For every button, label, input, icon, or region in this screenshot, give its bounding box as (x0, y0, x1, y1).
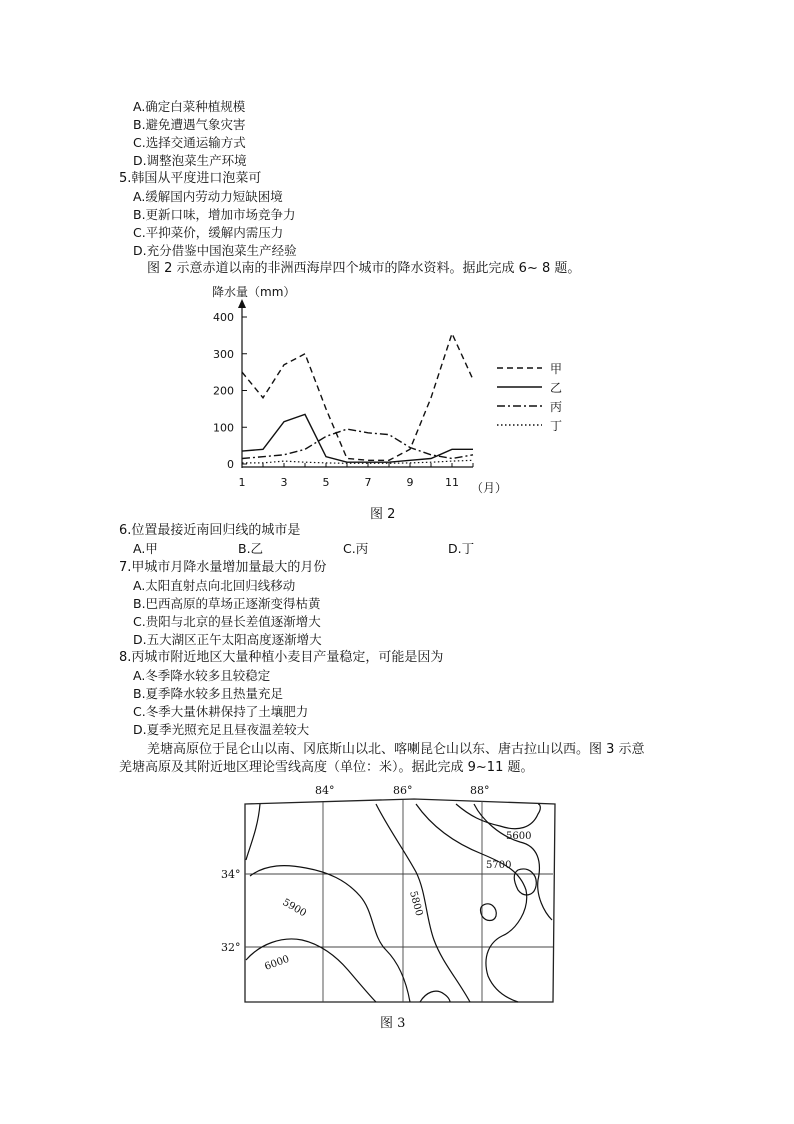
q6-option-b: B.乙 (238, 541, 264, 556)
x-tick-label: 7 (364, 476, 372, 489)
contour-5700-loop (514, 869, 536, 895)
fig3-intro-line2: 羌塘高原及其附近地区理论雪线高度（单位：米）。据此完成 9~11 题。 (119, 760, 534, 775)
chart-series (242, 334, 473, 464)
y-axis-label: 降水量（mm） (212, 285, 296, 299)
contour-5600 (456, 804, 540, 829)
q5-option-d: D.充分借鉴中国泡菜生产经验 (133, 243, 297, 258)
x-axis-label: （月） (471, 481, 508, 495)
y-tick-label: 300 (213, 347, 234, 361)
y-tick-label: 400 (213, 311, 234, 324)
q5-stem: 5.韩国从平度进口泡菜可 (119, 171, 262, 186)
y-tick-label: 0 (227, 458, 234, 471)
lon-label-84: 84° (315, 784, 335, 797)
snowline-contour-map (220, 780, 565, 1015)
q7-stem: 7.甲城市月降水量增加量最大的月份 (119, 560, 327, 575)
legend-label-1: 甲 (550, 362, 563, 376)
q5-option-a: A.缓解国内劳动力短缺困境 (133, 189, 283, 204)
fig2-caption: 图 2 (370, 507, 396, 522)
contour-west (246, 804, 260, 860)
q7-option-a: A.太阳直射点向北回归线移动 (133, 578, 296, 593)
legend-label-2: 乙 (550, 381, 563, 395)
q7-option-c: C.贵阳与北京的昼长差值逐渐增大 (133, 614, 321, 629)
q5-option-b: B.更新口味，增加市场竞争力 (133, 207, 296, 222)
x-tick-label: 5 (322, 476, 330, 489)
x-tick-label: 3 (280, 476, 288, 489)
q8-option-a: A.冬季降水较多且较稳定 (133, 668, 271, 683)
fig3-intro-line1: 羌塘高原位于昆仑山以南、冈底斯山以北、喀喇昆仑山以东、唐古拉山以西。图 3 示意 (147, 742, 645, 757)
x-tick-label: 1 (238, 476, 246, 489)
legend-label-4: 丁 (550, 419, 563, 433)
q7-option-b: B.巴西高原的草场正逐渐变得枯黄 (133, 596, 321, 611)
fig2-intro: 图 2 示意赤道以南的非洲西海岸四个城市的降水资料。据此完成 6~ 8 题。 (147, 261, 581, 276)
legend-label-3: 丙 (550, 400, 563, 414)
y-tick-label: 200 (213, 384, 234, 398)
q6-option-a: A.甲 (133, 541, 158, 556)
lon-label-86: 86° (393, 784, 413, 797)
q5-option-c: C.平抑菜价，缓解内需压力 (133, 225, 284, 240)
q7-option-d: D.五大湖区正午太阳高度逐渐增大 (133, 632, 322, 647)
chart-legend (497, 362, 562, 433)
contour-label-5800: 5800 (407, 889, 425, 918)
contour-label-6000: 6000 (263, 953, 291, 973)
fig3-caption: 图 3 (380, 1016, 406, 1031)
series-line-3 (242, 429, 473, 458)
y-axis-arrow (238, 299, 246, 308)
x-tick-label: 9 (406, 476, 414, 489)
contour-label-5700: 5700 (486, 860, 512, 871)
contour-5800-small-loop (481, 904, 497, 921)
x-tick-label: 11 (445, 476, 459, 489)
q6-option-c: C.丙 (343, 541, 369, 556)
lat-label-32: 32° (221, 941, 241, 954)
q8-option-c: C.冬季大量休耕保持了土壤肥力 (133, 704, 309, 719)
q8-stem: 8.丙城市附近地区大量种植小麦目产量稳定，可能是因为 (119, 650, 444, 665)
y-tick-label: 100 (213, 421, 234, 435)
chart-axes (238, 299, 473, 468)
q8-option-d: D.夏季光照充足且昼夜温差较大 (133, 722, 310, 737)
contour-5800 (376, 804, 470, 1002)
contour-label-5600: 5600 (506, 831, 532, 842)
contour-south-loop (420, 991, 450, 1002)
q4-option-d: D.调整泡菜生产环境 (133, 153, 247, 168)
series-line-1 (242, 334, 473, 461)
precipitation-chart (200, 280, 600, 520)
q8-option-b: B.夏季降水较多且热量充足 (133, 686, 284, 701)
contour-label-5900: 5900 (280, 897, 309, 920)
q6-stem: 6.位置最接近南回归线的城市是 (119, 523, 301, 538)
q6-option-d: D.丁 (448, 541, 475, 556)
q4-option-b: B.避免遭遇气象灾害 (133, 117, 246, 132)
q4-option-a: A.确定白菜种植规模 (133, 99, 246, 114)
contour-5900 (250, 866, 410, 1002)
lon-label-88: 88° (470, 784, 490, 797)
lat-label-34: 34° (221, 868, 241, 881)
q4-option-c: C.选择交通运输方式 (133, 135, 246, 150)
